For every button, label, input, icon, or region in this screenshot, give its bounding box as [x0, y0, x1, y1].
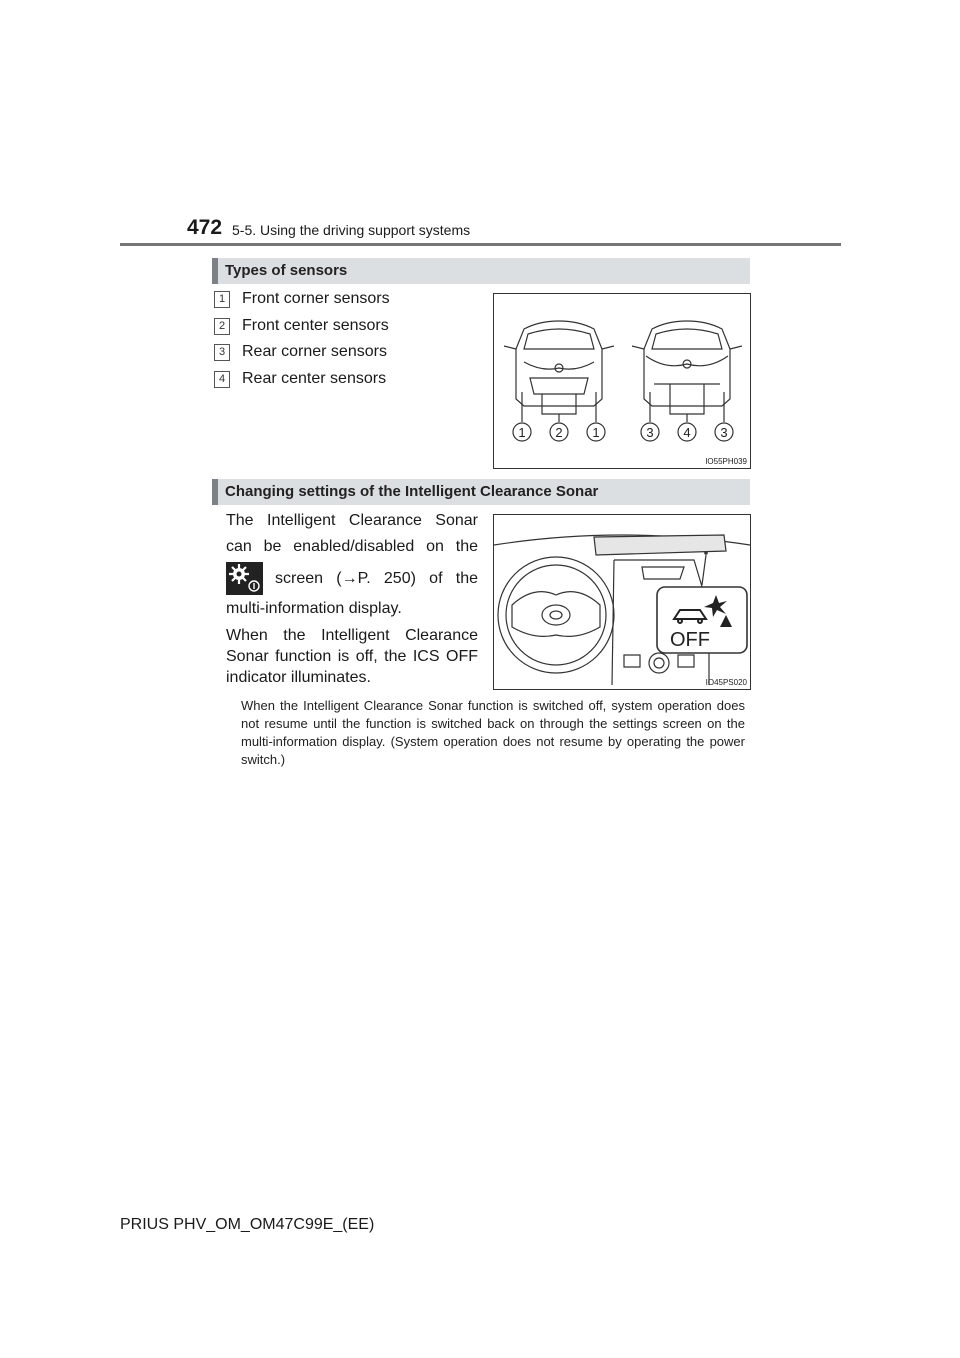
note-text: When the Intelligent Clearance Sonar function is switched off, system operation does not resume until the function is switched back on through the settings screen on the multi-information display. (System operation does not resume by operating the power switch.) [241, 698, 745, 767]
settings-section-bar [212, 479, 750, 505]
body-text-line: multi-information display. [226, 600, 402, 617]
callout-3: 3 [720, 425, 728, 440]
figure-code: IO45PS020 [705, 678, 747, 687]
callout-1: 1 [592, 425, 600, 440]
body-text-line: indicator illuminates. [226, 669, 371, 686]
body-text-line: can be enabled/disabled on the [226, 538, 478, 555]
number-box: 1 [214, 291, 230, 308]
callout-1: 1 [518, 425, 526, 440]
dashboard-figure [493, 514, 751, 690]
sensor-location-figure [493, 293, 751, 469]
types-section-bar [212, 258, 750, 284]
figure-code: IO55PH039 [705, 457, 747, 466]
car-sensor-illustration [494, 294, 750, 468]
number-box: 3 [214, 344, 230, 361]
sensor-label: Rear center sensors [242, 370, 387, 387]
section-bar-marker [212, 479, 218, 505]
callout-3: 3 [646, 425, 654, 440]
body-text-line: screen (→P. 250) of the [275, 570, 478, 587]
number-box: 2 [214, 318, 230, 335]
dashboard-illustration [494, 515, 750, 689]
header-rule [120, 243, 841, 246]
gear-settings-icon [226, 562, 263, 595]
section-header: 5-5. Using the driving support systems [232, 222, 471, 238]
body-text-line: Sonar function is off, the ICS OFF [226, 648, 478, 665]
sensor-label: Front corner sensors [242, 290, 390, 307]
settings-section-title: Changing settings of the Intelligent Clearance Sonar [225, 483, 599, 500]
body-text-line: When the Intelligent Clearance [226, 627, 478, 644]
sensor-label: Rear corner sensors [242, 343, 387, 360]
ics-off-indicator-text: OFF [670, 629, 710, 651]
callout-4: 4 [683, 425, 691, 440]
types-section-title: Types of sensors [225, 262, 348, 279]
section-bar-marker [212, 258, 218, 284]
body-text-line: The Intelligent Clearance Sonar [226, 512, 478, 529]
document-id-footer: PRIUS PHV_OM_OM47C99E_(EE) [120, 1216, 375, 1233]
page-number: 472 [187, 216, 223, 239]
callout-2: 2 [555, 425, 563, 440]
sensor-label: Front center sensors [242, 317, 389, 334]
number-box: 4 [214, 371, 230, 388]
